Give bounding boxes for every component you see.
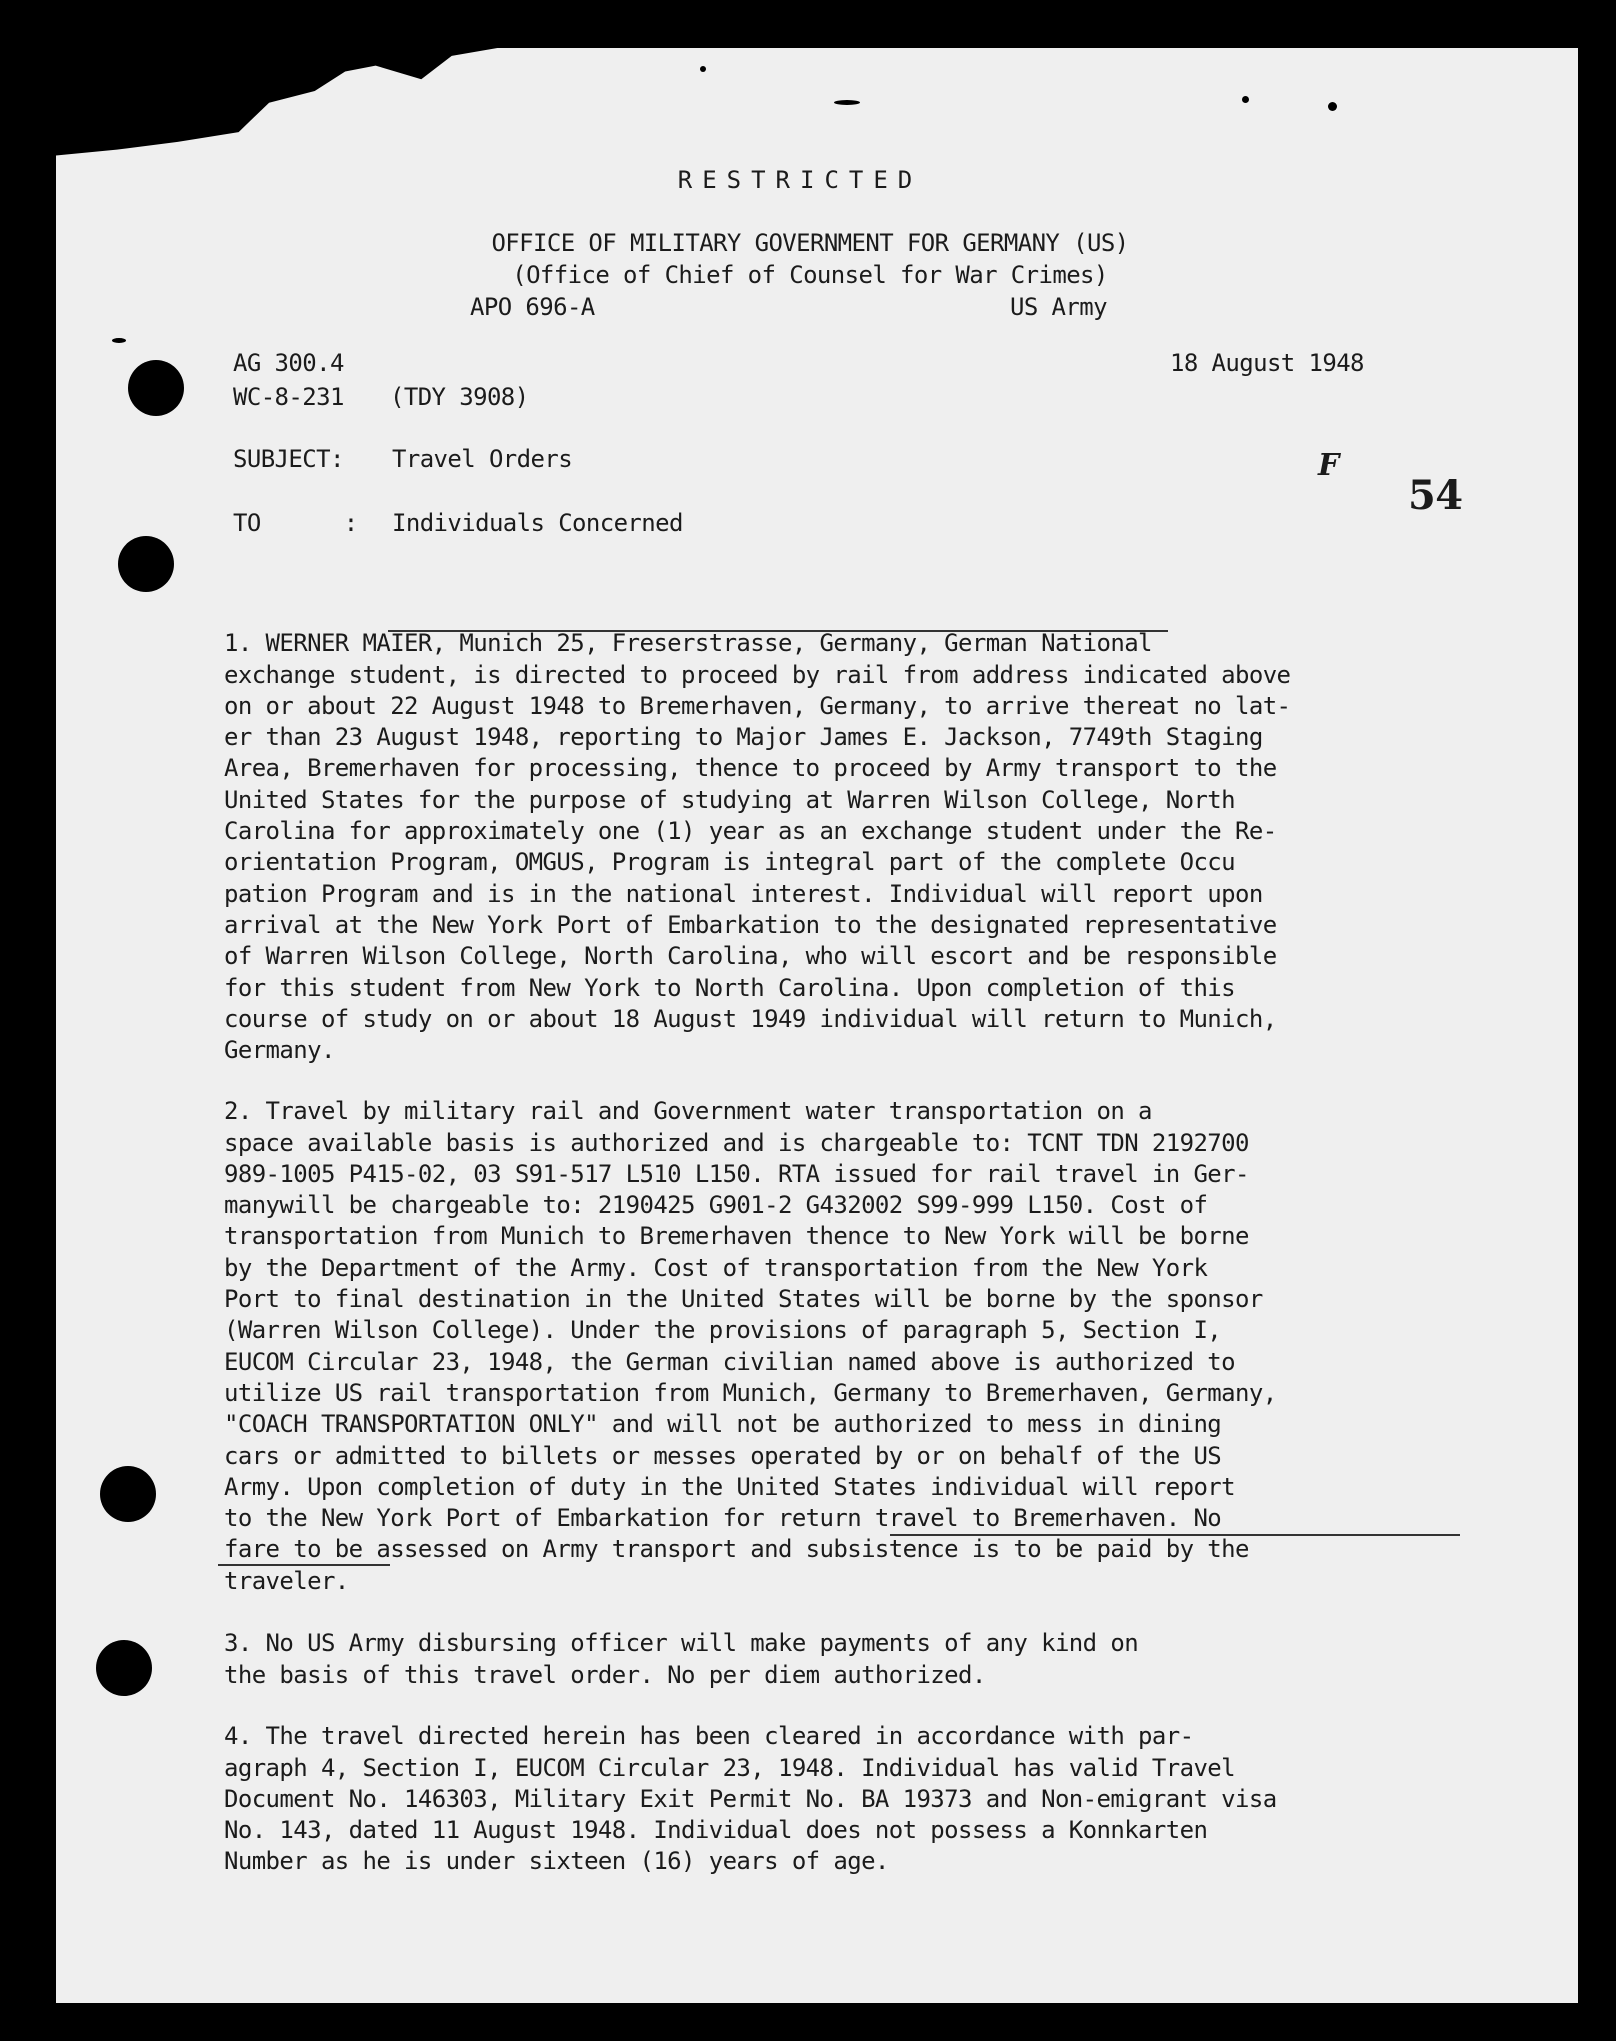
- to-label: TO :: [233, 509, 358, 537]
- tdy-number: (TDY 3908): [390, 383, 529, 411]
- file-reference: AG 300.4: [233, 349, 344, 377]
- punch-hole-3: [100, 1466, 156, 1522]
- office-subtitle: (Office of Chief of Counsel for War Crimes): [512, 261, 1108, 289]
- subject-value: Travel Orders: [392, 445, 573, 473]
- paragraph-1: [224, 597, 1464, 1066]
- paragraph-3-text: 3. No US Army disbursing officer will make payments of any kind on the basis of this travel order. No per diem authorized.: [224, 1629, 1139, 1689]
- paragraph-2-text: 2. Travel by military rail and Government water transportation on a space available basis is authorized and is chargeable to: TCNT TDN 2192700 989-1005 P415-02, 03 S91-517 L510 L150. RTA issued for rail travel in Ger- manywill be chargeable to: 2190425 G901-2 G432002 S99-999 L150. Cost of transportation from Munich to Bremerhaven thence to New York will be borne by the Department of the Army. Cost of transportation from the New York Port to final destination in the United States will be borne by the sponsor (Warren Wilson College). Under the provisions of paragraph 5, Section I, EUCOM Circular 23, 1948, the German civilian named above is authorized to utilize US rail transportation from Munich, Germany to Bremerhaven, Germany, "COACH TRANSPORTATION ONLY" and will not be authorized to mess in dining cars or admitted to billets or messes operated by or on behalf of the US Army. Upon completion of duty in the United States individual will report to the New York Port of Embarkation for return travel to Bremerhaven. No fare to be assessed on Army transport and subsistence is to be paid by the traveler.: [224, 1097, 1277, 1595]
- army-line: US Army: [1010, 293, 1107, 321]
- apo-line: APO 696-A: [470, 293, 595, 321]
- handwritten-mark: F: [1318, 448, 1339, 483]
- speck: [700, 66, 706, 72]
- speck: [112, 338, 126, 343]
- page-number-stamp: 54: [1408, 472, 1463, 519]
- paragraph-2: [224, 1065, 1464, 1597]
- paragraph-1-text: 1. WERNER MAIER, Munich 25, Freserstrasse, Germany, German National exchange student, is directed to proceed by rail from address indicated above on or about 22 August 1948 to Bremerhaven, Germany, to arrive thereat no lat- er than 23 August 1948, reporting to Major James E. Jackson, 7749th Staging Area, Bremerhaven for processing, thence to proceed by Army transport to the United States for the purpose of studying at Warren Wilson College, North Carolina for approximately one (1) year as an exchange student under the Re- orientation Program, OMGUS, Program is integral part of the complete Occu pation Program and is in the national interest. Individual will report upon arrival at the New York Port of Embarkation to the designated representative of Warren Wilson College, North Carolina, who will escort and be responsible for this student from New York to North Carolina. Upon completion of this course of study on or about 18 August 1949 individual will return to Munich, Germany.: [224, 629, 1291, 1065]
- order-reference: WC-8-231: [233, 383, 344, 411]
- classification-header: RESTRICTED: [677, 166, 923, 194]
- punch-hole-4: [96, 1640, 152, 1696]
- paragraph-3: [224, 1597, 1464, 1691]
- speck: [1242, 96, 1249, 103]
- date: 18 August 1948: [1170, 349, 1364, 377]
- paragraph-4: [224, 1690, 1464, 1878]
- punch-hole-2: [118, 536, 174, 592]
- speck: [1328, 102, 1337, 111]
- punch-hole-1: [128, 360, 184, 416]
- speck: [834, 100, 860, 105]
- subject-label: SUBJECT:: [233, 445, 344, 473]
- paragraph-4-text: 4. The travel directed herein has been cleared in accordance with par- agraph 4, Section I, EUCOM Circular 23, 1948. Individual has valid Travel Document No. 146303, Military Exit Permit No. BA 19373 and Non-emigrant visa No. 143, dated 11 August 1948. Individual does not possess a Konnkarten Number as he is under sixteen (16) years of age.: [224, 1722, 1277, 1876]
- to-value: Individuals Concerned: [392, 509, 683, 537]
- office-name: OFFICE OF MILITARY GOVERNMENT FOR GERMANY (US): [491, 229, 1129, 257]
